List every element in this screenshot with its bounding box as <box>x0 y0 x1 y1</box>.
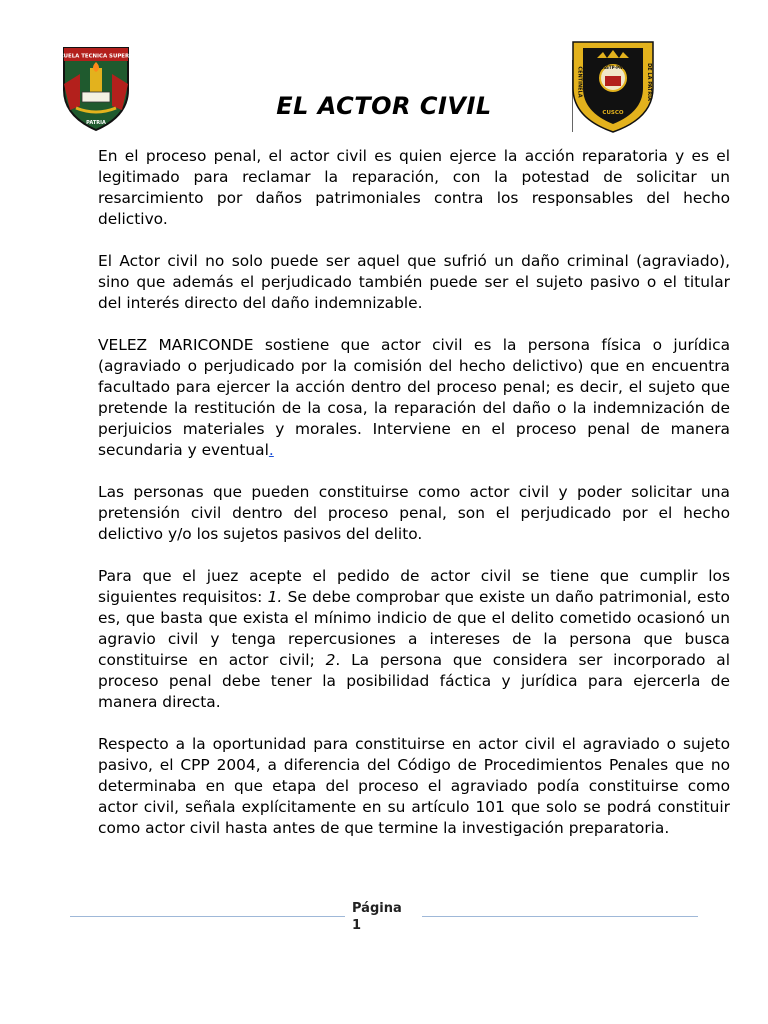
requirement-number-1: 1. <box>267 588 283 606</box>
logo-left-text: ESCUELA TECNICA SUPERIOR <box>52 53 140 60</box>
paragraph-4: Las personas que pueden constituirse como actor civil y poder solicitar una pretensión civil dentro del proceso penal, son el perjudicado por el hecho delictivo y/o los sujetos pasivos del delito. <box>98 483 730 543</box>
paragraph-3 <box>98 335 730 461</box>
p5-requirement-2: . La persona que considera ser incorporado al proceso penal debe tener la posibilidad fáctica y jurídica para ejercerla de manera directa. <box>98 651 730 711</box>
page-word: Página <box>352 901 402 916</box>
logo-right-side-right: DE LA PATRIA <box>646 63 652 101</box>
footer-rule-left <box>70 916 345 917</box>
p5-intro: Para que el juez acepte el pedido de actor civil se tiene que cumplir los siguientes requisitos: <box>98 567 730 606</box>
paragraph-2: El Actor civil no solo puede ser aquel que sufrió un daño criminal (agraviado), sino que además el perjudicado también puede ser el sujeto pasivo o el titular del interés directo del daño indemnizable. <box>98 252 730 312</box>
page-number-value: 1 <box>352 918 362 933</box>
logo-right-bottom: CUSCO <box>602 110 624 116</box>
paragraph-6: Respecto a la oportunidad para constituirse en actor civil el agraviado o sujeto pasivo, el CPP 2004, a diferencia del Código de Procedimientos Penales que no determinaba en que etapa del proceso el agraviado podía constituirse como actor civil, señala explícitamente en su artículo 101 que solo se podrá constituir como actor civil hasta antes de que termine la investigación preparatoria. <box>98 735 730 837</box>
paragraph-5 <box>98 566 730 713</box>
logo-left-bottom: PATRIA <box>86 120 106 126</box>
page-number <box>352 900 418 934</box>
document-title: EL ACTOR CIVIL <box>276 92 492 120</box>
requirement-number-2: 2 <box>325 651 336 669</box>
logo-right-top: ESSTP-PNP <box>600 65 626 70</box>
footnote-link[interactable]: . <box>268 441 274 459</box>
document-body <box>98 146 730 860</box>
p5-requirement-1: Se debe comprobar que existe un daño patrimonial, esto es, que basta que exista el mínimo indicio de que el delito cometido ocasionó un agravio civil y tenga repercusiones a intereses de la persona que busca constituirse en actor civil; <box>98 588 730 669</box>
footer-rule-right <box>422 916 698 917</box>
paragraph-1: En el proceso penal, el actor civil es quien ejerce la acción reparatoria y es el legitimado para reclamar la reparación, con la potestad de solicitar un resarcimiento por daños patrimoniales contra los responsables del hecho delictivo. <box>98 147 730 228</box>
logo-right-side-left: CENTINELA <box>576 66 583 98</box>
paragraph-3-text: VELEZ MARICONDE sostiene que actor civil es la persona física o jurídica (agraviado o perjudicado por la comisión del hecho delictivo) que en encuentra facultado para ejercer la acción dentro del proceso penal; es decir, el sujeto que pretende la restitución de la cosa, la reparación del daño o la indemnización de perjuicios materiales y morales. Interviene en el proceso penal de manera secundaria y eventual <box>98 336 730 459</box>
